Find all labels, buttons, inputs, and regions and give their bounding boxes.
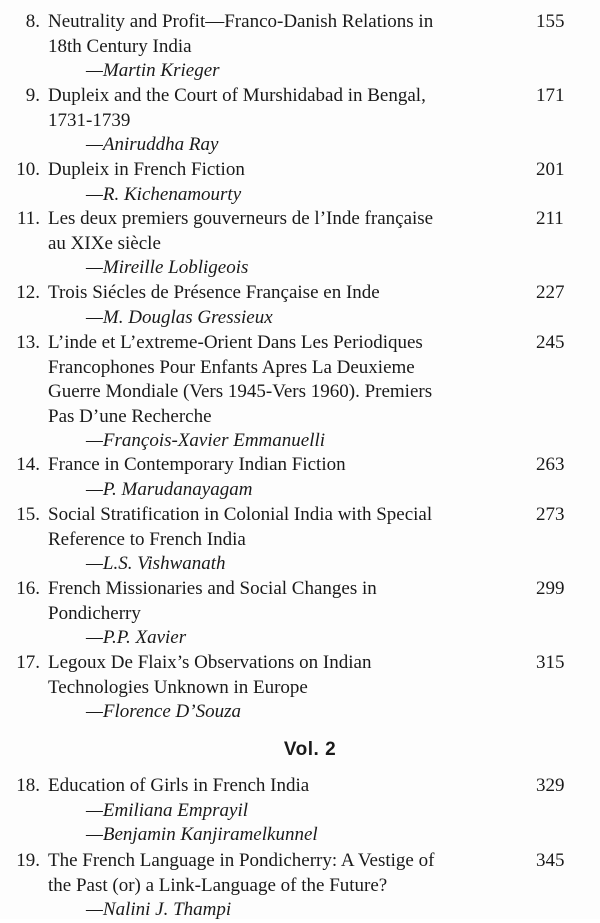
entry-author: —Emiliana Emprayil xyxy=(86,799,249,821)
title-line: Dupleix and the Court of Murshidabad in Bengal, xyxy=(48,85,426,106)
entry-number: 8. xyxy=(25,11,40,32)
title-line: 18th Century India xyxy=(48,35,192,57)
entry-title xyxy=(48,331,508,454)
title-line: L’inde et L’extreme-Orient Dans Les Periodiques xyxy=(48,332,423,353)
entry-number: 17. xyxy=(16,652,40,673)
entry-number: 12. xyxy=(16,282,40,303)
entry-title xyxy=(48,158,508,207)
title-line: The French Language in Pondicherry: A Vestige of xyxy=(48,850,435,871)
entry-number: 9. xyxy=(25,85,40,106)
title-line: Reference to French India xyxy=(48,528,246,550)
title-line: the Past (or) a Link-Language of the Future? xyxy=(48,874,388,896)
title-line: French Missionaries and Social Changes in xyxy=(48,578,377,599)
entry-author: —Nalini J. Thampi xyxy=(86,899,232,920)
entry-page-number: 315 xyxy=(536,652,565,673)
entry-page-number: 345 xyxy=(536,850,565,871)
entry-number: 19. xyxy=(16,850,40,871)
entry-title xyxy=(48,651,508,725)
title-line: Pas D’une Recherche xyxy=(48,405,212,427)
entry-number: 18. xyxy=(16,775,40,796)
entry-author: —François-Xavier Emmanuelli xyxy=(86,430,326,451)
entry-author: —Florence D’Souza xyxy=(86,701,241,722)
entry-page-number: 329 xyxy=(536,775,565,796)
entry-page-number: 211 xyxy=(536,208,564,229)
entry-number: 14. xyxy=(16,454,40,475)
title-line: France in Contemporary Indian Fiction xyxy=(48,454,346,475)
entry-author: —M. Douglas Gressieux xyxy=(86,306,273,328)
entry-title xyxy=(48,503,508,577)
entry-page-number: 171 xyxy=(536,85,565,106)
title-line: Education of Girls in French India xyxy=(48,775,310,796)
entry-title xyxy=(48,281,508,330)
entry-number: 16. xyxy=(16,578,40,599)
volume-heading: Vol. 2 xyxy=(283,739,337,760)
entry-author: —R. Kichenamourty xyxy=(86,183,242,205)
entry-title xyxy=(48,207,508,281)
title-line: Dupleix in French Fiction xyxy=(48,159,245,180)
entry-title xyxy=(48,84,508,158)
entry-author: —Mireille Lobligeois xyxy=(86,257,249,278)
title-line: Neutrality and Profit—Franco-Danish Relations in xyxy=(48,11,434,32)
entry-author: —L.S. Vishwanath xyxy=(86,553,226,574)
entry-number: 15. xyxy=(16,504,40,525)
entry-page-number: 245 xyxy=(536,332,565,353)
title-line: Social Stratification in Colonial India with Special xyxy=(48,504,433,525)
title-line: Les deux premiers gouverneurs de l’Inde française xyxy=(48,208,434,229)
title-line: au XIXe siècle xyxy=(48,232,161,254)
title-line: 1731-1739 xyxy=(48,109,131,131)
entry-title xyxy=(48,577,508,651)
title-line: Legoux De Flaix’s Observations on Indian xyxy=(48,652,372,673)
title-line: Guerre Mondiale (Vers 1945-Vers 1960). Premiers xyxy=(48,381,433,402)
entry-number: 10. xyxy=(16,159,40,180)
entry-page-number: 263 xyxy=(536,454,565,475)
entry-page-number: 299 xyxy=(536,578,565,599)
entry-author: —P. Marudanayagam xyxy=(86,478,253,500)
entry-title xyxy=(48,849,508,923)
entry-author: —P.P. Xavier xyxy=(86,627,187,648)
entry-title xyxy=(48,453,508,502)
entry-page-number: 273 xyxy=(536,504,565,525)
entry-title xyxy=(48,774,508,848)
entry-page-number: 201 xyxy=(536,159,565,180)
title-line: Francophones Pour Enfants Apres La Deuxieme xyxy=(48,356,415,378)
entry-page-number: 227 xyxy=(536,282,565,303)
entry-page-number: 155 xyxy=(536,11,565,32)
title-line: Pondicherry xyxy=(48,602,141,624)
title-line: Trois Siécles de Présence Française en Inde xyxy=(48,282,380,303)
entry-number: 13. xyxy=(16,332,40,353)
entry-number: 11. xyxy=(16,208,40,229)
entry-title xyxy=(48,10,508,84)
entry-author: —Aniruddha Ray xyxy=(86,134,219,155)
entry-author: —Martin Krieger xyxy=(86,60,220,81)
entry-author: —Benjamin Kanjiramelkunnel xyxy=(86,824,318,845)
title-line: Technologies Unknown in Europe xyxy=(48,676,308,698)
